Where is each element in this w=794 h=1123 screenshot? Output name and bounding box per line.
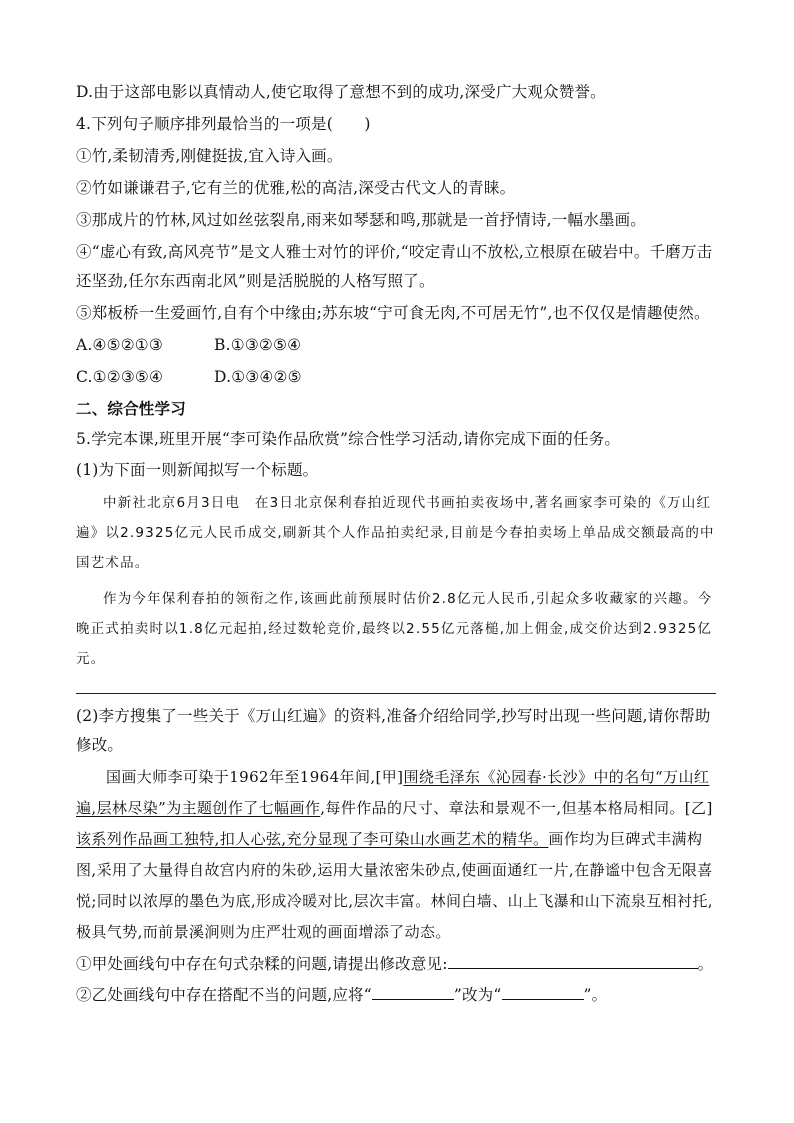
document-page <box>76 78 716 1010</box>
q4-sentence-1: ①竹,柔韧清秀,刚健挺拔,宜入诗入画。 <box>76 147 343 165</box>
q4-option-c[interactable]: C.①②③⑤④ <box>76 368 164 386</box>
passage-text-a: 国画大师李可染于1962年至1964年间, <box>106 768 376 786</box>
q5-part-2: (2)李方搜集了一些关于《万山红遍》的资料,准备介绍给同学,抄写时出现一些问题,请你帮助修改。 <box>76 707 711 754</box>
passage <box>76 762 716 948</box>
passage-text-b: ,每件作品的尺寸、章法和景观不一,但基本格局相同。 <box>320 799 685 817</box>
task-2-text: ②乙处画线句中存在搭配不当的问题,应将“ <box>76 986 372 1004</box>
passage-text-c: 画作均为巨碑式丰满构图,采用了大量得自故宫内府的朱砂,运用大量浓密朱砂点,使画面通红一片,在静谧中包含无限喜悦;同时以浓厚的墨色为底,形成冷暖对比,层次丰富。林间白墙、山上飞瀑和山下流泉互相衬托,极具气势,而前景溪涧则为庄严壮观的画面增添了动态。 <box>76 830 713 941</box>
task-1-end: 。 <box>697 955 714 973</box>
task-2-end: ”。 <box>583 986 608 1004</box>
passage-mark-yi: [乙] <box>684 799 713 817</box>
task-2-mid: ”改为“ <box>453 986 502 1004</box>
q4-sentence-3: ③那成片的竹林,风过如丝弦裂帛,雨来如琴瑟和鸣,那就是一首抒情诗,一幅水墨画。 <box>76 211 647 229</box>
task-1-answer-blank[interactable] <box>448 954 698 969</box>
q4-options-row-2 <box>76 363 716 392</box>
news-paragraph-1: 中新社北京6月3日电 在3日北京保利春拍近现代书画拍卖夜场中,著名画家李可染的《万山红遍》以2.9325亿元人民币成交,刷新其个人作品拍卖纪录,目前是今春拍卖场上单品成交额最高的中国艺术品。 <box>76 495 715 571</box>
passage-mark-jia: [甲] <box>375 768 404 786</box>
news-article <box>76 488 716 674</box>
news-paragraph-2: 作为今年保利春拍的领衔之作,该画此前预展时估价2.8亿元人民币,引起众多收藏家的兴趣。今晚正式拍卖时以1.8亿元起拍,经过数轮竞价,最终以2.55亿元落槌,加上佣金,成交价达到2.9325亿元。 <box>76 591 713 667</box>
task-1 <box>76 950 716 979</box>
underlined-sentence-yi: 该系列作品画工独特,扣人心弦,充分显现了李可染山水画艺术的精华。 <box>76 830 549 848</box>
answer-line[interactable] <box>76 692 716 694</box>
section-2-title: 二、综合性学习 <box>76 399 186 418</box>
q4-sentence-4: ④“虚心有致,高风亮节”是文人雅士对竹的评价,“咬定青山不放松,立根原在破岩中。千磨万击还坚劲,任尔东西南北风”则是活脱脱的人格写照了。 <box>76 243 713 290</box>
q4-sentence-2: ②竹如谦谦君子,它有兰的优雅,松的高洁,深受古代文人的青睐。 <box>76 179 516 197</box>
q4-options-row-1 <box>76 331 716 360</box>
task-2 <box>76 981 716 1010</box>
q4-option-b[interactable]: B.①③②⑤④ <box>214 336 302 354</box>
underlined-sentence-jia: 围绕毛泽东《沁园春·长沙》中的名句“万山红遍,层林尽染”为主题创作了七幅画作 <box>76 768 710 817</box>
task-2-blank-original[interactable] <box>372 985 454 1000</box>
q4-sentence-5: ⑤郑板桥一生爱画竹,自有个中缘由;苏东坡“宁可食无肉,不可居无竹”,也不仅仅是情趣使然。 <box>76 304 710 322</box>
task-2-blank-revised[interactable] <box>502 985 584 1000</box>
q5-stem: 5.学完本课,班里开展“李可染作品欣赏”综合性学习活动,请你完成下面的任务。 <box>76 430 621 448</box>
q4-option-a[interactable]: A.④⑤②①③ <box>76 336 163 354</box>
q4-option-d[interactable]: D.①③④②⑤ <box>214 368 302 386</box>
q4-stem: 4.下列句子顺序排列最恰当的一项是( ) <box>76 115 371 133</box>
task-1-text: ①甲处画线句中存在句式杂糅的问题,请提出修改意见: <box>76 955 448 973</box>
q5-part-1: (1)为下面一则新闻拟写一个标题。 <box>76 461 319 479</box>
q3-option-d: D.由于这部电影以真情动人,使它取得了意想不到的成功,深受广大观众赞誉。 <box>76 83 606 101</box>
